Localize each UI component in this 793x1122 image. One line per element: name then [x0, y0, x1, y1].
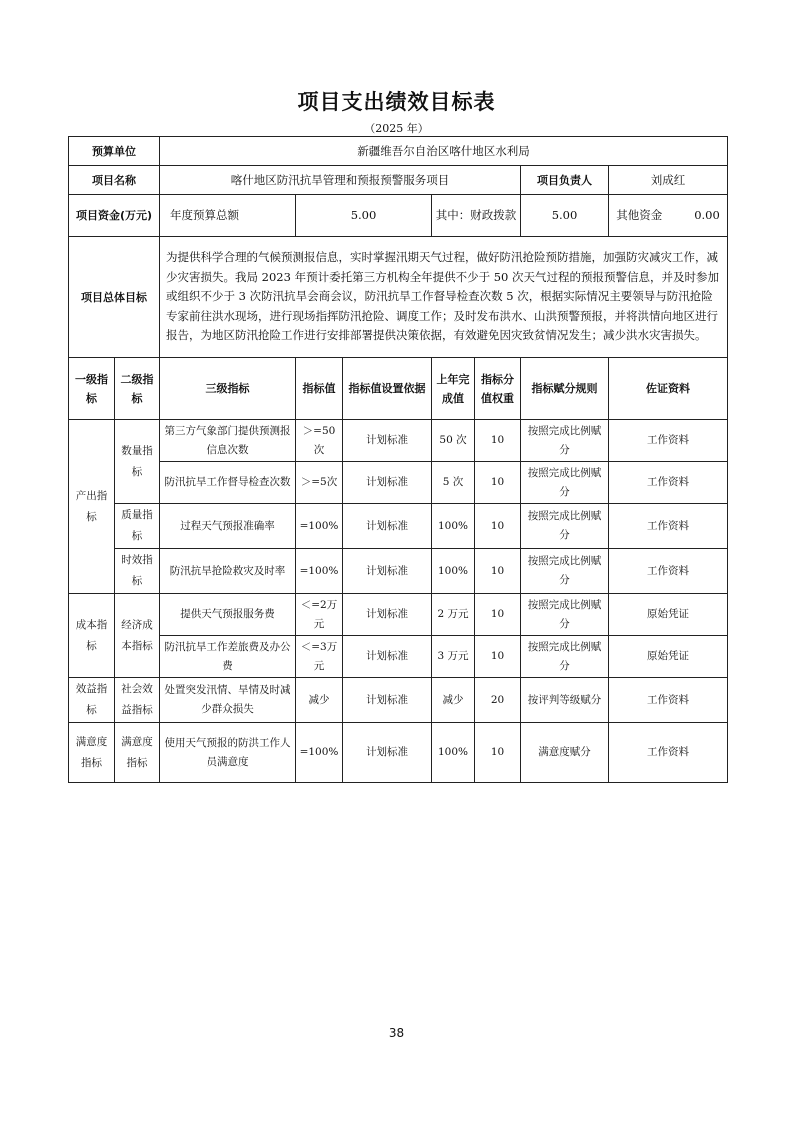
- last-year-value: 100%: [432, 549, 475, 594]
- level3-indicator: 过程天气预报准确率: [160, 504, 296, 549]
- scoring-rule: 满意度赋分: [521, 723, 609, 783]
- indicator-header-row: [69, 358, 728, 420]
- indicator-weight: 10: [475, 504, 521, 549]
- last-year-value: 100%: [432, 723, 475, 783]
- evidence-material: 工作资料: [609, 462, 728, 504]
- fiscal-label: 其中：财政拨款: [432, 195, 521, 237]
- evidence-material: 工作资料: [609, 420, 728, 462]
- indicator-basis: 计划标准: [343, 462, 432, 504]
- level2-indicator: 质量指标: [115, 504, 160, 549]
- project-owner-value: 刘成红: [609, 166, 728, 195]
- indicator-row: [69, 462, 728, 504]
- level3-indicator: 提供天气预报服务费: [160, 594, 296, 636]
- level3-indicator: 防汛抗旱工作差旅费及办公费: [160, 636, 296, 678]
- level1-indicator: 满意度指标: [69, 723, 115, 783]
- year-label: （2025 年）: [364, 122, 429, 135]
- last-year-value: 50 次: [432, 420, 475, 462]
- budget-unit-row: [69, 137, 728, 166]
- indicator-row: [69, 504, 728, 549]
- evidence-material: 工作资料: [609, 723, 728, 783]
- indicator-basis: 计划标准: [343, 420, 432, 462]
- funds-label: 项目资金(万元): [69, 195, 160, 237]
- evidence-material: 工作资料: [609, 549, 728, 594]
- header-basis: 指标值设置依据: [343, 358, 432, 420]
- project-owner-label: 项目负责人: [521, 166, 609, 195]
- header-last-year: 上年完成值: [432, 358, 475, 420]
- last-year-value: 减少: [432, 678, 475, 723]
- level3-indicator: 防汛抗旱抢险救灾及时率: [160, 549, 296, 594]
- last-year-value: 100%: [432, 504, 475, 549]
- other-funds-value: 0.00: [694, 208, 720, 222]
- indicator-row: [69, 549, 728, 594]
- indicator-row: [69, 678, 728, 723]
- level3-indicator: 第三方气象部门提供预测报信息次数: [160, 420, 296, 462]
- header-level3: 三级指标: [160, 358, 296, 420]
- indicator-row: [69, 636, 728, 678]
- indicator-basis: 计划标准: [343, 549, 432, 594]
- indicator-weight: 10: [475, 462, 521, 504]
- project-name-label: 项目名称: [69, 166, 160, 195]
- total-budget-value: 5.00: [296, 195, 432, 237]
- indicator-value: 减少: [296, 678, 343, 723]
- level2-indicator: 社会效益指标: [115, 678, 160, 723]
- level1-indicator: 效益指标: [69, 678, 115, 723]
- funds-row: [69, 195, 728, 237]
- header-level1: 一级指标: [69, 358, 115, 420]
- header-rule: 指标赋分规则: [521, 358, 609, 420]
- level2-indicator: 数量指标: [115, 420, 160, 504]
- indicator-weight: 10: [475, 636, 521, 678]
- indicator-basis: 计划标准: [343, 678, 432, 723]
- indicator-weight: 10: [475, 549, 521, 594]
- indicator-value: ＞=50次: [296, 420, 343, 462]
- indicator-value: ＞=5次: [296, 462, 343, 504]
- evidence-material: 原始凭证: [609, 594, 728, 636]
- scoring-rule: 按照完成比例赋分: [521, 636, 609, 678]
- level1-indicator: 成本指标: [69, 594, 115, 678]
- indicator-basis: 计划标准: [343, 504, 432, 549]
- level2-indicator: 时效指标: [115, 549, 160, 594]
- indicator-row: [69, 723, 728, 783]
- level2-indicator: 经济成本指标: [115, 594, 160, 678]
- indicator-value: =100%: [296, 504, 343, 549]
- scoring-rule: 按评判等级赋分: [521, 678, 609, 723]
- last-year-value: 2 万元: [432, 594, 475, 636]
- level3-indicator: 处置突发汛情、旱情及时减少群众损失: [160, 678, 296, 723]
- indicator-row: [69, 420, 728, 462]
- project-name-value: 喀什地区防汛抗旱管理和预报预警服务项目: [160, 166, 521, 195]
- level3-indicator: 使用天气预报的防洪工作人员满意度: [160, 723, 296, 783]
- evidence-material: 工作资料: [609, 504, 728, 549]
- budget-unit-label: 预算单位: [69, 137, 160, 166]
- scoring-rule: 按照完成比例赋分: [521, 462, 609, 504]
- indicator-value: ＜=2万元: [296, 594, 343, 636]
- indicator-row: [69, 594, 728, 636]
- indicator-basis: 计划标准: [343, 636, 432, 678]
- other-funds-value-group: [609, 195, 728, 237]
- last-year-value: 5 次: [432, 462, 475, 504]
- level3-indicator: 防汛抗旱工作督导检查次数: [160, 462, 296, 504]
- scoring-rule: 按照完成比例赋分: [521, 594, 609, 636]
- indicator-weight: 20: [475, 678, 521, 723]
- scoring-rule: 按照完成比例赋分: [521, 420, 609, 462]
- level1-indicator: 产出指标: [69, 420, 115, 594]
- indicator-value: ＜=3万元: [296, 636, 343, 678]
- indicator-value: =100%: [296, 723, 343, 783]
- project-name-row: [69, 166, 728, 195]
- budget-unit-value: 新疆维吾尔自治区喀什地区水利局: [160, 137, 728, 166]
- header-level2: 二级指标: [115, 358, 160, 420]
- overall-goal-label: 项目总体目标: [69, 237, 160, 358]
- evidence-material: 原始凭证: [609, 636, 728, 678]
- indicator-weight: 10: [475, 723, 521, 783]
- overall-goal-row: [69, 237, 728, 358]
- level2-indicator: 满意度指标: [115, 723, 160, 783]
- other-funds-label: 其他资金: [616, 208, 663, 222]
- indicator-weight: 10: [475, 420, 521, 462]
- header-evidence: 佐证资料: [609, 358, 728, 420]
- indicator-value: =100%: [296, 549, 343, 594]
- last-year-value: 3 万元: [432, 636, 475, 678]
- indicator-basis: 计划标准: [343, 594, 432, 636]
- fiscal-value: 5.00: [521, 195, 609, 237]
- evidence-material: 工作资料: [609, 678, 728, 723]
- scoring-rule: 按照完成比例赋分: [521, 504, 609, 549]
- total-budget-label: 年度预算总额: [160, 195, 296, 237]
- header-weight: 指标分值权重: [475, 358, 521, 420]
- scoring-rule: 按照完成比例赋分: [521, 549, 609, 594]
- performance-target-table: [68, 136, 728, 783]
- page-title: 项目支出绩效目标表: [297, 90, 496, 114]
- overall-goal-text: 为提供科学合理的气候预测报信息，实时掌握汛期天气过程，做好防汛抢险预防措施，加强防灾减灾工作，减少灾害损失。我局 2023 年预计委托第三方机构全年提供不少于 50 次天气过程的预报预警信息，并及时参加或组织不少于 3 次防汛抗旱会商会议，防汛抗旱工作督导检查次数 5 次，根据实际情况主要领导与防汛抢险专家前往洪水现场，进行现场指挥防汛抢险、调度工作；及时发布洪水、山洪预警预报，并将洪情向地区进行报告，为地区防汛抢险工作进行安排部署提供决策依据，有效避免因灾致贫情况发生；减少洪水灾害损失。: [160, 237, 728, 358]
- indicator-weight: 10: [475, 594, 521, 636]
- indicator-basis: 计划标准: [343, 723, 432, 783]
- header-value: 指标值: [296, 358, 343, 420]
- page-number: 38: [388, 1026, 405, 1040]
